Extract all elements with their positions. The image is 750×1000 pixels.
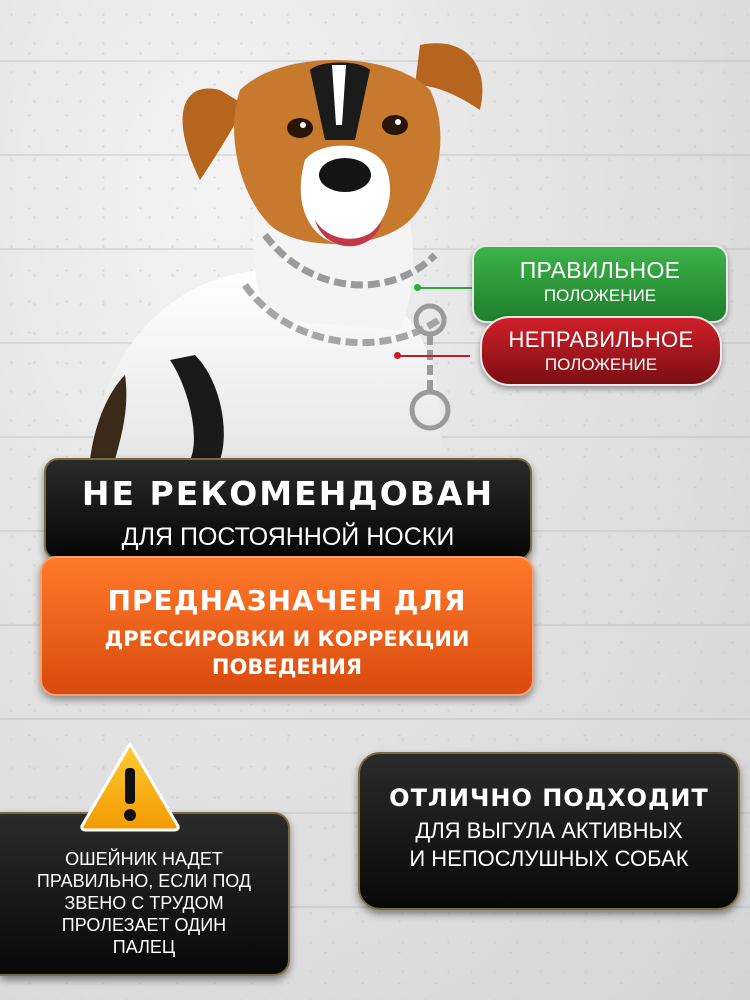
correct-position-pointer-line <box>418 287 474 289</box>
incorrect-position-label: НЕПРАВИЛЬНОЕ <box>508 327 694 352</box>
not-recommended-title: НЕ РЕКОМЕНДОВАН <box>81 474 495 513</box>
incorrect-position-pointer-line <box>398 355 470 357</box>
purpose-line-1: ПРЕДНАЗНАЧЕН ДЛЯ <box>107 584 467 617</box>
incorrect-position-badge <box>480 316 722 386</box>
warning-icon <box>78 740 182 832</box>
dog-with-chain-collar-image <box>70 30 530 470</box>
not-recommended-banner <box>44 458 532 560</box>
suitable-title: ОТЛИЧНО ПОДХОДИТ <box>389 784 709 812</box>
purpose-line-2: ДРЕССИРОВКИ И КОРРЕКЦИИ <box>104 627 470 651</box>
fit-instruction-box <box>0 812 290 976</box>
correct-position-sublabel: ПОЛОЖЕНИЕ <box>543 286 657 305</box>
fit-instruction-line: ПРОЛЕЗАЕТ ОДИН <box>61 915 227 935</box>
purpose-line-3: ПОВЕДЕНИЯ <box>211 655 363 679</box>
suitable-for-box <box>358 752 740 910</box>
fit-instruction-line: ПРАВИЛЬНО, ЕСЛИ ПОД <box>36 871 252 891</box>
not-recommended-subtitle: ДЛЯ ПОСТОЯННОЙ НОСКИ <box>121 523 455 551</box>
fit-instruction-line: ПАЛЕЦ <box>112 937 176 957</box>
fit-instruction-line: ОШЕЙНИК НАДЕТ <box>65 849 223 869</box>
correct-position-label: ПРАВИЛЬНОЕ <box>519 257 681 283</box>
suitable-line-2: ДЛЯ ВЫГУЛА АКТИВНЫХ <box>415 818 683 843</box>
purpose-banner <box>40 556 534 696</box>
correct-position-badge <box>472 245 728 323</box>
incorrect-position-sublabel: ПОЛОЖЕНИЕ <box>544 355 658 374</box>
suitable-line-3: И НЕПОСЛУШНЫХ СОБАК <box>409 846 689 871</box>
fit-instruction-line: ЗВЕНО С ТРУДОМ <box>64 893 224 913</box>
